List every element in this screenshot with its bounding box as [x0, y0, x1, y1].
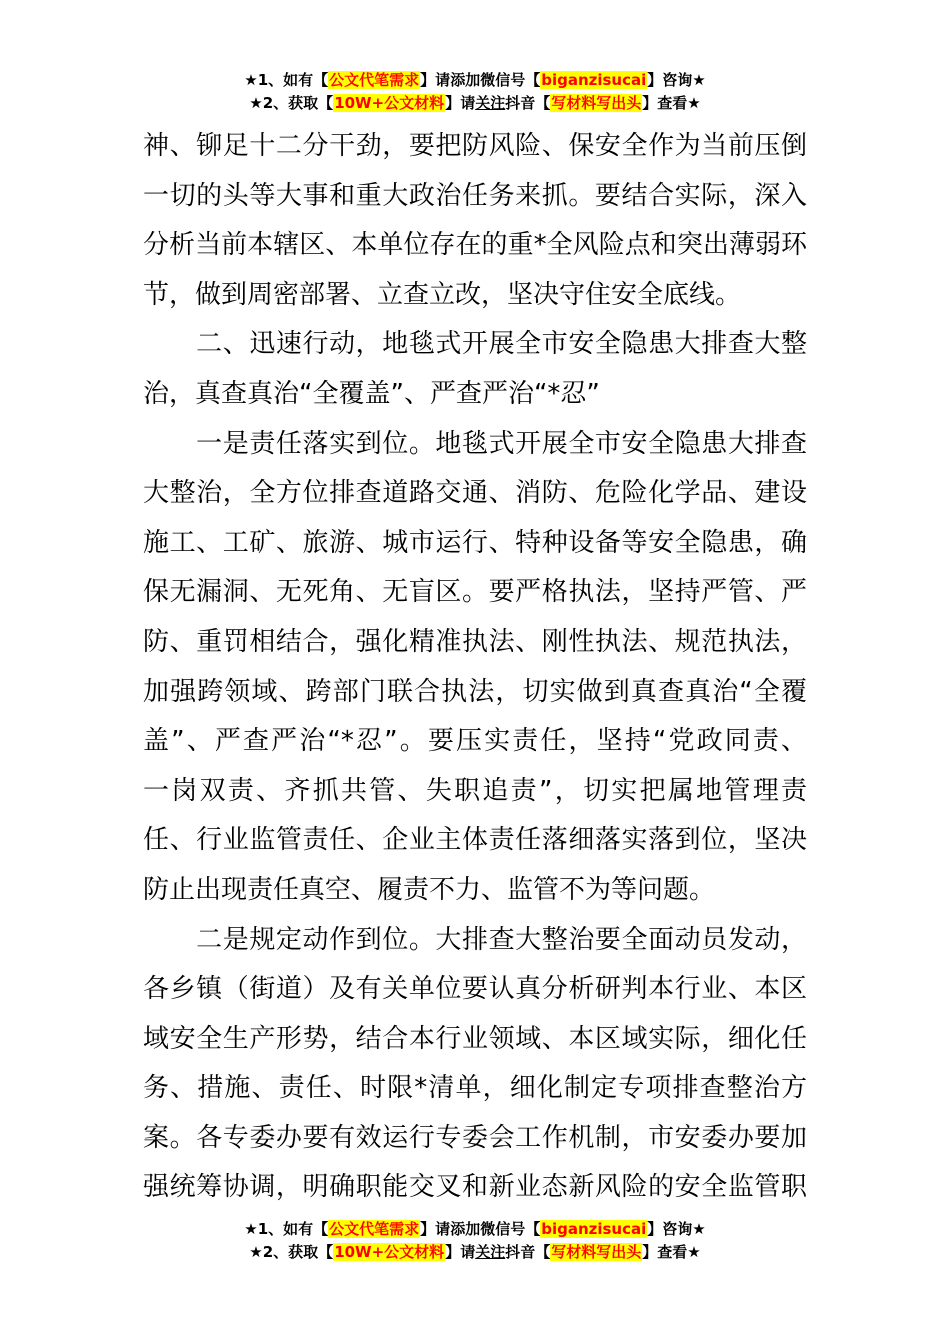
- banner-text: 】咨询★: [647, 1220, 706, 1238]
- banner-line-1: [0, 69, 950, 92]
- banner-text: ★1、如有【: [244, 1220, 329, 1238]
- banner-text: 】查看★: [642, 94, 701, 112]
- banner-line-2: [0, 92, 950, 115]
- banner-highlight: 10W+公文材料: [334, 94, 445, 112]
- document-body: [143, 122, 807, 1213]
- banner-text: 】请: [420, 1220, 451, 1238]
- body-line: 保无漏洞、无死角、无盲区。要严格执法，坚持严管、严: [143, 577, 807, 608]
- banner-text-emphasis: 添加: [450, 1220, 481, 1238]
- banner-text: 】咨询★: [647, 71, 706, 89]
- body-line: 一岗双责、齐抓共管、失职追责”，切实把属地管理责: [143, 775, 807, 806]
- body-line: 神、铆足十二分干劲，要把防风险、保安全作为当前压倒: [143, 131, 807, 161]
- body-line: 大整治，全方位排查道路交通、消防、危险化学品、建设: [143, 478, 807, 509]
- body-line: 各乡镇（街道）及有关单位要认真分析研判本行业、本区: [143, 974, 807, 1005]
- body-line: 强统筹协调，明确职能交叉和新业态新风险的安全监管职: [143, 1172, 807, 1203]
- banner-highlight: biganzisucai: [541, 1220, 647, 1238]
- body-line: 加强跨领域、跨部门联合执法，切实做到真查真治“全覆: [143, 676, 807, 707]
- banner-text: ★2、获取【: [249, 1243, 334, 1261]
- body-line: 分析当前本辖区、本单位存在的重*全风险点和突出薄弱环: [143, 230, 807, 261]
- footer-banner: [0, 1218, 950, 1264]
- section-heading-line: 治，真查真治“全覆盖”、严查严治“*忍”: [143, 378, 600, 409]
- banner-text: 】请: [445, 94, 476, 112]
- banner-highlight: 写材料写出头: [551, 1243, 642, 1261]
- section-heading-line: 二、迅速行动，地毯式开展全市安全隐患大排查大整: [143, 329, 807, 360]
- body-line: 防止出现责任真空、履责不力、监管不为等问题。: [143, 874, 716, 905]
- body-line: 案。各专委办要有效运行专委会工作机制，市安委办要加: [143, 1122, 807, 1153]
- banner-text: ★1、如有【: [244, 71, 329, 89]
- banner-text: 】请: [420, 71, 451, 89]
- banner-text: 】查看★: [642, 1243, 701, 1261]
- body-line: 域安全生产形势，结合本行业领域、本区域实际，细化任: [143, 1023, 807, 1054]
- banner-line-2: [0, 1241, 950, 1264]
- body-line: 一是责任落实到位。地毯式开展全市安全隐患大排查: [143, 428, 807, 459]
- banner-text-emphasis: 关注: [475, 94, 506, 112]
- body-line: 防、重罚相结合，强化精准执法、刚性执法、规范执法，: [143, 626, 807, 657]
- banner-text-emphasis: 关注: [475, 1243, 506, 1261]
- banner-text: 抖音【: [505, 1243, 551, 1261]
- banner-text: 抖音【: [505, 94, 551, 112]
- body-line: 一切的头等大事和重大政治任务来抓。要结合实际，深入: [143, 180, 807, 211]
- banner-highlight: 公文代笔需求: [329, 1220, 420, 1238]
- body-line: 盖”、严查严治“*忍”。要压实责任，坚持“党政同责、: [143, 726, 807, 757]
- banner-text: 】请: [445, 1243, 476, 1261]
- banner-highlight: 10W+公文材料: [334, 1243, 445, 1261]
- banner-line-1: [0, 1218, 950, 1241]
- body-line: 节，做到周密部署、立查立改，坚决守住安全底线。: [143, 279, 742, 310]
- banner-text-emphasis: 添加: [450, 71, 481, 89]
- banner-text: ★2、获取【: [249, 94, 334, 112]
- banner-text: 微信号【: [480, 1220, 541, 1238]
- banner-highlight: 公文代笔需求: [329, 71, 420, 89]
- body-line: 施工、工矿、旅游、城市运行、特种设备等安全隐患，确: [143, 527, 807, 558]
- banner-text: 微信号【: [480, 71, 541, 89]
- banner-highlight: 写材料写出头: [551, 94, 642, 112]
- body-line: 二是规定动作到位。大排查大整治要全面动员发动，: [143, 924, 807, 955]
- header-banner: [0, 69, 950, 115]
- banner-highlight: biganzisucai: [541, 71, 647, 89]
- body-line: 务、措施、责任、时限*清单，细化制定专项排查整治方: [143, 1073, 807, 1104]
- body-line: 任、行业监管责任、企业主体责任落细落实落到位，坚决: [143, 825, 807, 856]
